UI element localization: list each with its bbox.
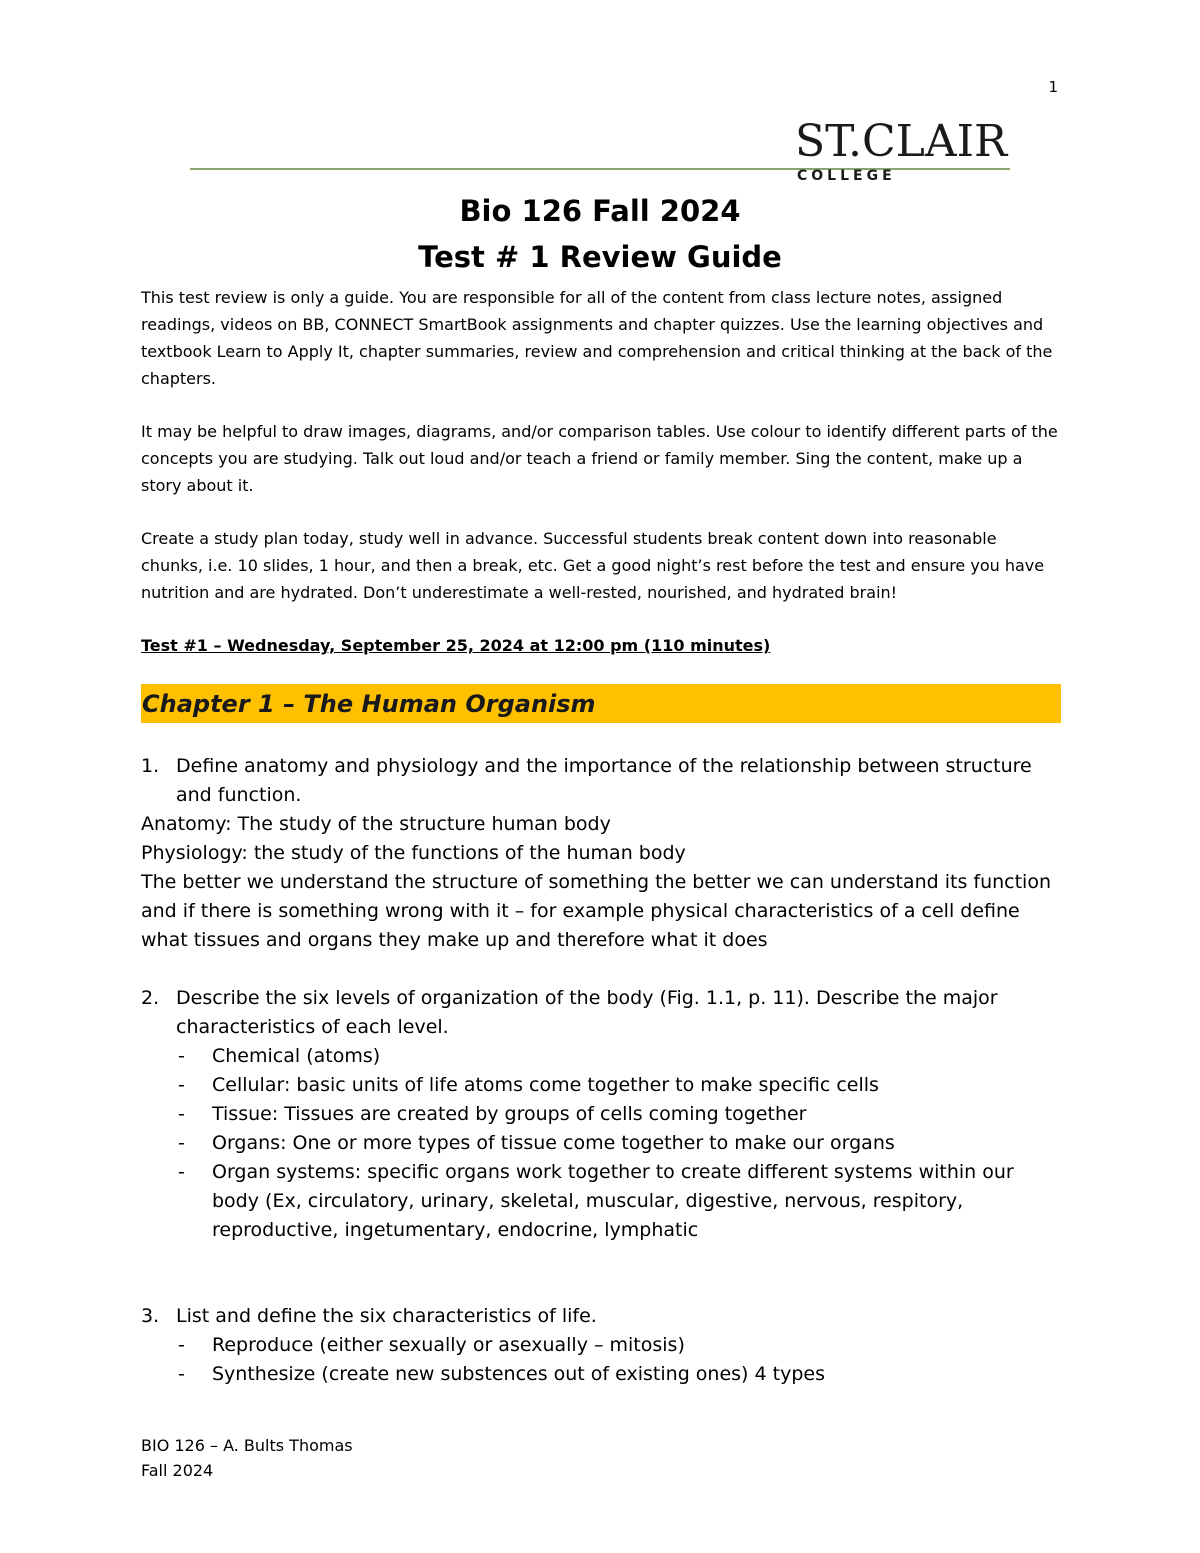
intro-paragraph: It may be helpful to draw images, diagrams, and/or comparison tables. Use colour to identify different parts of the concepts you are studying. Talk out loud and/or teach a friend or family member. Sing the content, make up a story about it. — [141, 422, 1058, 495]
main-content — [141, 284, 1061, 1389]
page-footer — [141, 1433, 353, 1483]
footer-term: Fall 2024 — [141, 1461, 214, 1480]
intro-section — [141, 284, 1061, 606]
question-list — [141, 752, 1061, 1389]
list-item: - Synthesize (create new substences out of existing ones) 4 types — [176, 1360, 1061, 1389]
intro-paragraph: Create a study plan today, study well in advance. Successful students break content down into reasonable chunks, i.e. 10 slides, 1 hour, and then a break, etc. Get a good night’s rest before the test and ensure you have nutrition and are hydrated. Don’t underestimate a well-rested, nourished, and hydrated brain! — [141, 529, 1045, 602]
list-item: - Tissue: Tissues are created by groups of cells coming together — [176, 1100, 1061, 1129]
page-number: 1 — [1048, 78, 1058, 96]
intro-paragraph: This test review is only a guide. You are responsible for all of the content from class lecture notes, assigned readings, videos on BB, CONNECT SmartBook assignments and chapter quizzes. Use the learning objectives and textbook Learn to Apply It, chapter summaries, review and comprehension and critical thinking at the back of the chapters. — [141, 288, 1053, 388]
question-number: 1. — [141, 755, 160, 777]
question-number: 2. — [141, 987, 160, 1009]
question-item — [141, 1302, 1061, 1389]
question-item — [141, 752, 1061, 984]
bullet-list — [176, 1042, 1061, 1245]
list-item: - Organs: One or more types of tissue come together to make our organs — [176, 1129, 1061, 1158]
test-date: Test #1 – Wednesday, September 25, 2024 at 12:00 pm (110 minutes) — [141, 636, 771, 655]
question-item — [141, 984, 1061, 1302]
logo-sub-text: COLLEGE — [797, 168, 896, 184]
list-item: - Cellular: basic units of life atoms come together to make specific cells — [176, 1071, 1061, 1100]
answer-line: The better we understand the structure of something the better we can understand its function and if there is something wrong with it – for example physical characteristics of a cell define what tissues and organs they make up and therefore what it does — [141, 871, 1051, 951]
footer-course: BIO 126 – A. Bults Thomas — [141, 1436, 353, 1455]
chapter-heading-bar — [141, 684, 1061, 723]
college-logo — [795, 116, 1015, 184]
question-number: 3. — [141, 1305, 160, 1327]
document-title: Bio 126 Fall 2024 — [459, 194, 741, 228]
answer-line: Physiology: the study of the functions of the human body — [141, 842, 686, 864]
list-item: - Reproduce (either sexually or asexually – mitosis) — [176, 1331, 1061, 1360]
document-subtitle: Test # 1 Review Guide — [418, 240, 782, 274]
bullet-list — [176, 1331, 1061, 1389]
list-item: - Organ systems: specific organs work together to create different systems within our body (Ex, circulatory, urinary, skeletal, muscular, digestive, nervous, respitory, reproductive, ingetumentary, endocrine, lymphatic — [176, 1158, 1061, 1245]
question-text: Define anatomy and physiology and the importance of the relationship between structure and function. — [176, 755, 1032, 806]
question-text: Describe the six levels of organization of the body (Fig. 1.1, p. 11). Describe the major characteristics of each level. — [176, 987, 998, 1038]
logo-main-text: ST.CLAIR — [795, 116, 1008, 167]
list-item: - Chemical (atoms) — [176, 1042, 1061, 1071]
answer-line: Anatomy: The study of the structure human body — [141, 813, 611, 835]
chapter-title: Chapter 1 – The Human Organism — [142, 689, 596, 718]
question-text: List and define the six characteristics of life. — [176, 1305, 597, 1327]
